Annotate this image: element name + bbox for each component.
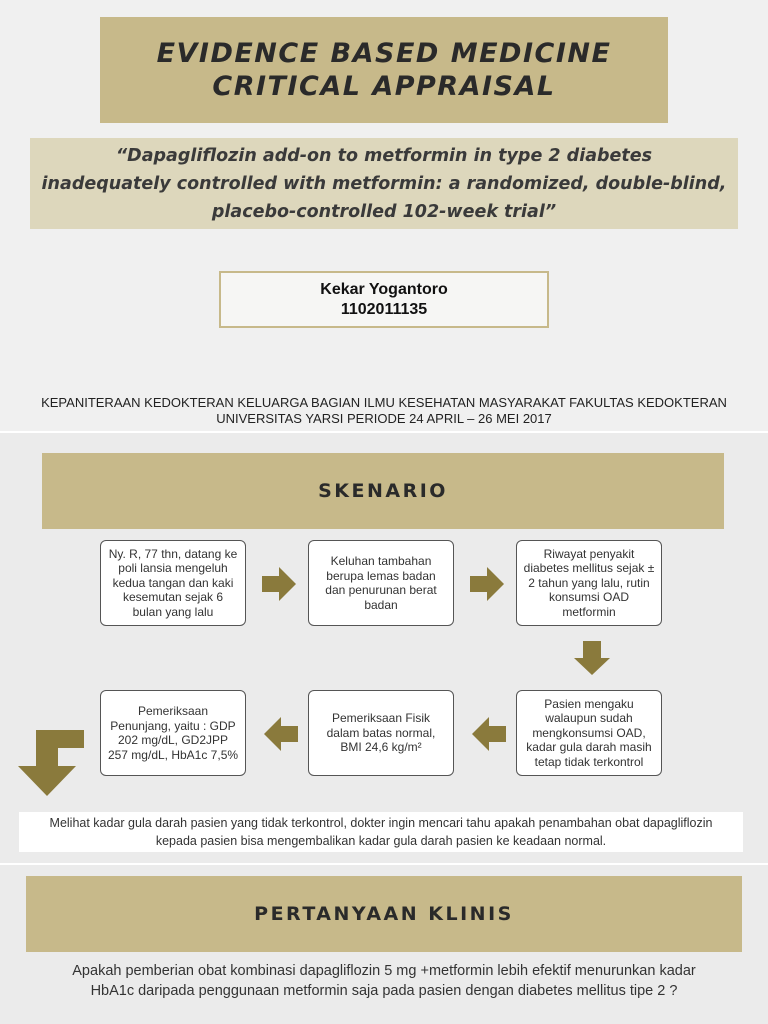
arrow-left-icon <box>264 717 298 751</box>
skenario-heading: SKENARIO <box>42 453 724 529</box>
author-name: Kekar Yogantoro <box>320 280 448 298</box>
arrow-right-icon <box>470 567 504 601</box>
arrow-left-icon <box>472 717 506 751</box>
title-line-1: EVIDENCE BASED MEDICINE <box>156 38 612 69</box>
scenario-step-3: Riwayat penyakit diabetes mellitus sejak ± 2 tahun yang lalu, rutin konsumsi OAD metformin <box>516 540 662 626</box>
slide-divider <box>0 863 768 865</box>
clinical-question-line-1: Apakah pemberian obat kombinasi dapagliflozin 5 mg +metformin lebih efektif menurunkan kadar <box>72 963 696 979</box>
paper-title-line-3: placebo-controlled 102-week trial” <box>211 201 557 222</box>
clinical-question <box>30 961 738 1001</box>
institution-text <box>20 395 748 427</box>
author-id: 1102011135 <box>340 300 428 318</box>
klinis-heading: PERTANYAAN KLINIS <box>26 876 742 952</box>
slide-divider <box>0 431 768 433</box>
bent-arrow-icon <box>18 730 84 798</box>
scenario-step-1: Ny. R, 77 thn, datang ke poli lansia mengeluh kedua tangan dan kaki kesemutan sejak 6 bulan yang lalu <box>100 540 246 626</box>
title-line-2: CRITICAL APPRAISAL <box>212 71 556 102</box>
scenario-note-line-1: Melihat kadar gula darah pasien yang tidak terkontrol, dokter ingin mencari tahu apakah penambahan obat dapagliflozin <box>49 816 713 830</box>
paper-title-line-2: inadequately controlled with metformin: a randomized, double-blind, <box>41 173 727 194</box>
scenario-note <box>19 812 743 852</box>
scenario-step-6: Pemeriksaan Penunjang, yaitu : GDP 202 mg/dL, GD2JPP 257 mg/dL, HbA1c 7,5% <box>100 690 246 776</box>
institution-line-1: KEPANITERAAN KEDOKTERAN KELUARGA BAGIAN ILMU KESEHATAN MASYARAKAT FAKULTAS KEDOKTERAN <box>41 395 727 410</box>
scenario-step-2: Keluhan tambahan berupa lemas badan dan penurunan berat badan <box>308 540 454 626</box>
title-slide <box>0 0 768 432</box>
scenario-step-5: Pemeriksaan Fisik dalam batas normal, BMI 24,6 kg/m² <box>308 690 454 776</box>
scenario-note-line-2: kepada pasien bisa mengembalikan kadar gula darah pasien ke keadaan normal. <box>155 834 607 848</box>
author-box <box>219 271 549 328</box>
clinical-question-line-2: HbA1c daripada penggunaan metformin saja pada pasien dengan diabetes mellitus tipe 2 ? <box>90 983 678 999</box>
institution-line-2: UNIVERSITAS YARSI PERIODE 24 APRIL – 26 MEI 2017 <box>216 411 552 426</box>
title-banner <box>100 17 668 123</box>
arrow-down-icon <box>574 641 610 675</box>
arrow-right-icon <box>262 567 296 601</box>
paper-title-banner <box>30 138 738 229</box>
scenario-step-4: Pasien mengaku walaupun sudah mengkonsumsi OAD, kadar gula darah masih tetap tidak terkontrol <box>516 690 662 776</box>
paper-title-line-1: “Dapagliflozin add-on to metformin in type 2 diabetes <box>115 145 653 166</box>
